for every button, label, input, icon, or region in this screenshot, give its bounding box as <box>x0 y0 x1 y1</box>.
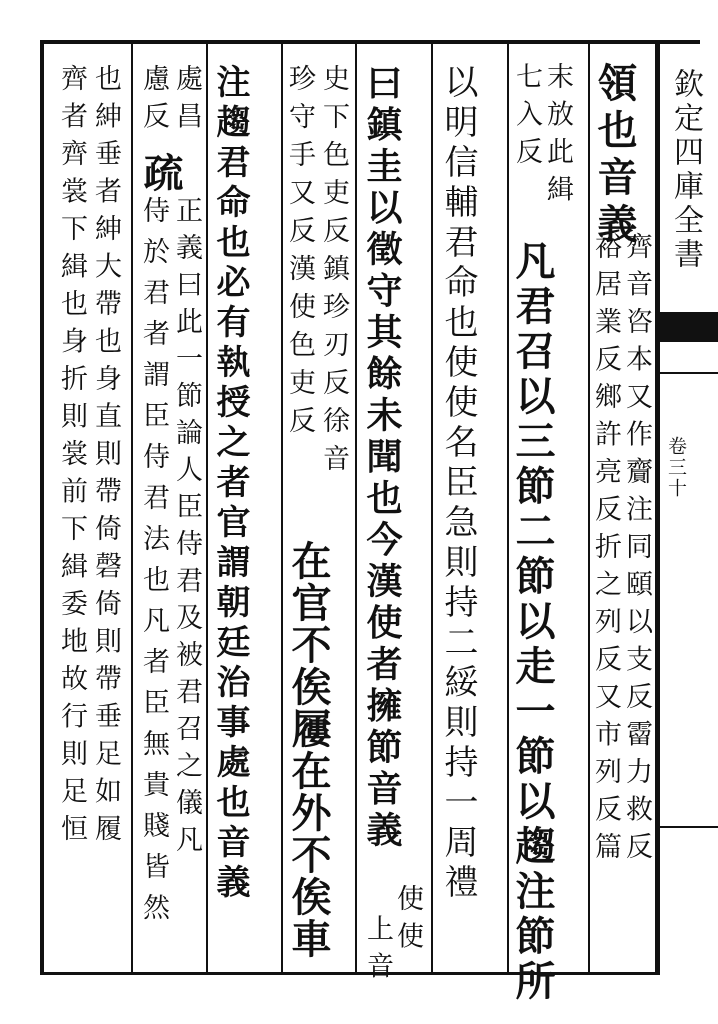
annotation-column: 七入反 <box>511 62 542 175</box>
header-strip-rule <box>660 826 718 828</box>
text-column-large: 在官不俟屨在外不俟車 <box>285 540 332 960</box>
annotation-column: 裕居業反鄉許亮反折之列反又市列反篇 <box>590 232 621 870</box>
annotation-column: 上音 <box>362 914 393 989</box>
column-divider <box>281 44 283 972</box>
annotation-column: 正義曰此一節論人臣侍君及被君召之儀凡 <box>171 196 202 862</box>
annotation-column: 齊音咨本又作齎注同頤以支反霤力救反 <box>621 232 652 870</box>
annotation-column: 也紳垂者紳大帶也身直則帶倚磬倚則帶垂足如履 <box>90 64 121 852</box>
frame-left-rule <box>40 40 44 975</box>
text-column-large: 凡君召以三節二節以走一節以趨注節所 <box>509 240 556 1005</box>
annotation-column: 處昌 <box>171 64 202 139</box>
annotation-column: 珍守手又反漢使色吏反 <box>284 64 315 444</box>
column-divider <box>431 44 433 972</box>
frame-top-rule <box>40 40 700 44</box>
column-divider <box>355 44 357 972</box>
text-column: 注趨君命也必有執授之者官謂朝廷治事處也音義 <box>210 64 250 904</box>
annotation-column: 慮反 <box>138 64 169 139</box>
text-column: 以明信輔君命也使使名臣急則持二綏則持一周禮 <box>438 64 478 904</box>
fishtail-mark <box>660 312 718 342</box>
annotation-column: 使使 <box>392 884 423 959</box>
annotation-column: 侍於君者謂臣侍君法也凡者臣無貴賤皆然 <box>138 196 169 934</box>
annotation-column: 齊者齊裳下緝也身折則裳前下緝委地故行則足恒 <box>56 64 87 852</box>
column-divider <box>206 44 208 972</box>
book-title: 欽定四庫全書 <box>668 68 703 272</box>
annotation-column: 末放此緝 <box>542 62 573 212</box>
frame-bottom-rule <box>40 972 660 975</box>
shu-marker: 疏 <box>137 152 184 192</box>
annotation-column: 史下色吏反鎮珍刃反徐音 <box>318 64 349 482</box>
header-strip-left-rule <box>658 44 660 972</box>
text-column: 曰鎮圭以徵守其餘未聞也今漢使者擁節音義 <box>361 64 403 853</box>
header-strip-rule <box>660 372 718 374</box>
text-column-large: 領也音義 <box>591 62 638 250</box>
column-divider <box>131 44 133 972</box>
juan-number: 卷三十 <box>665 436 687 499</box>
